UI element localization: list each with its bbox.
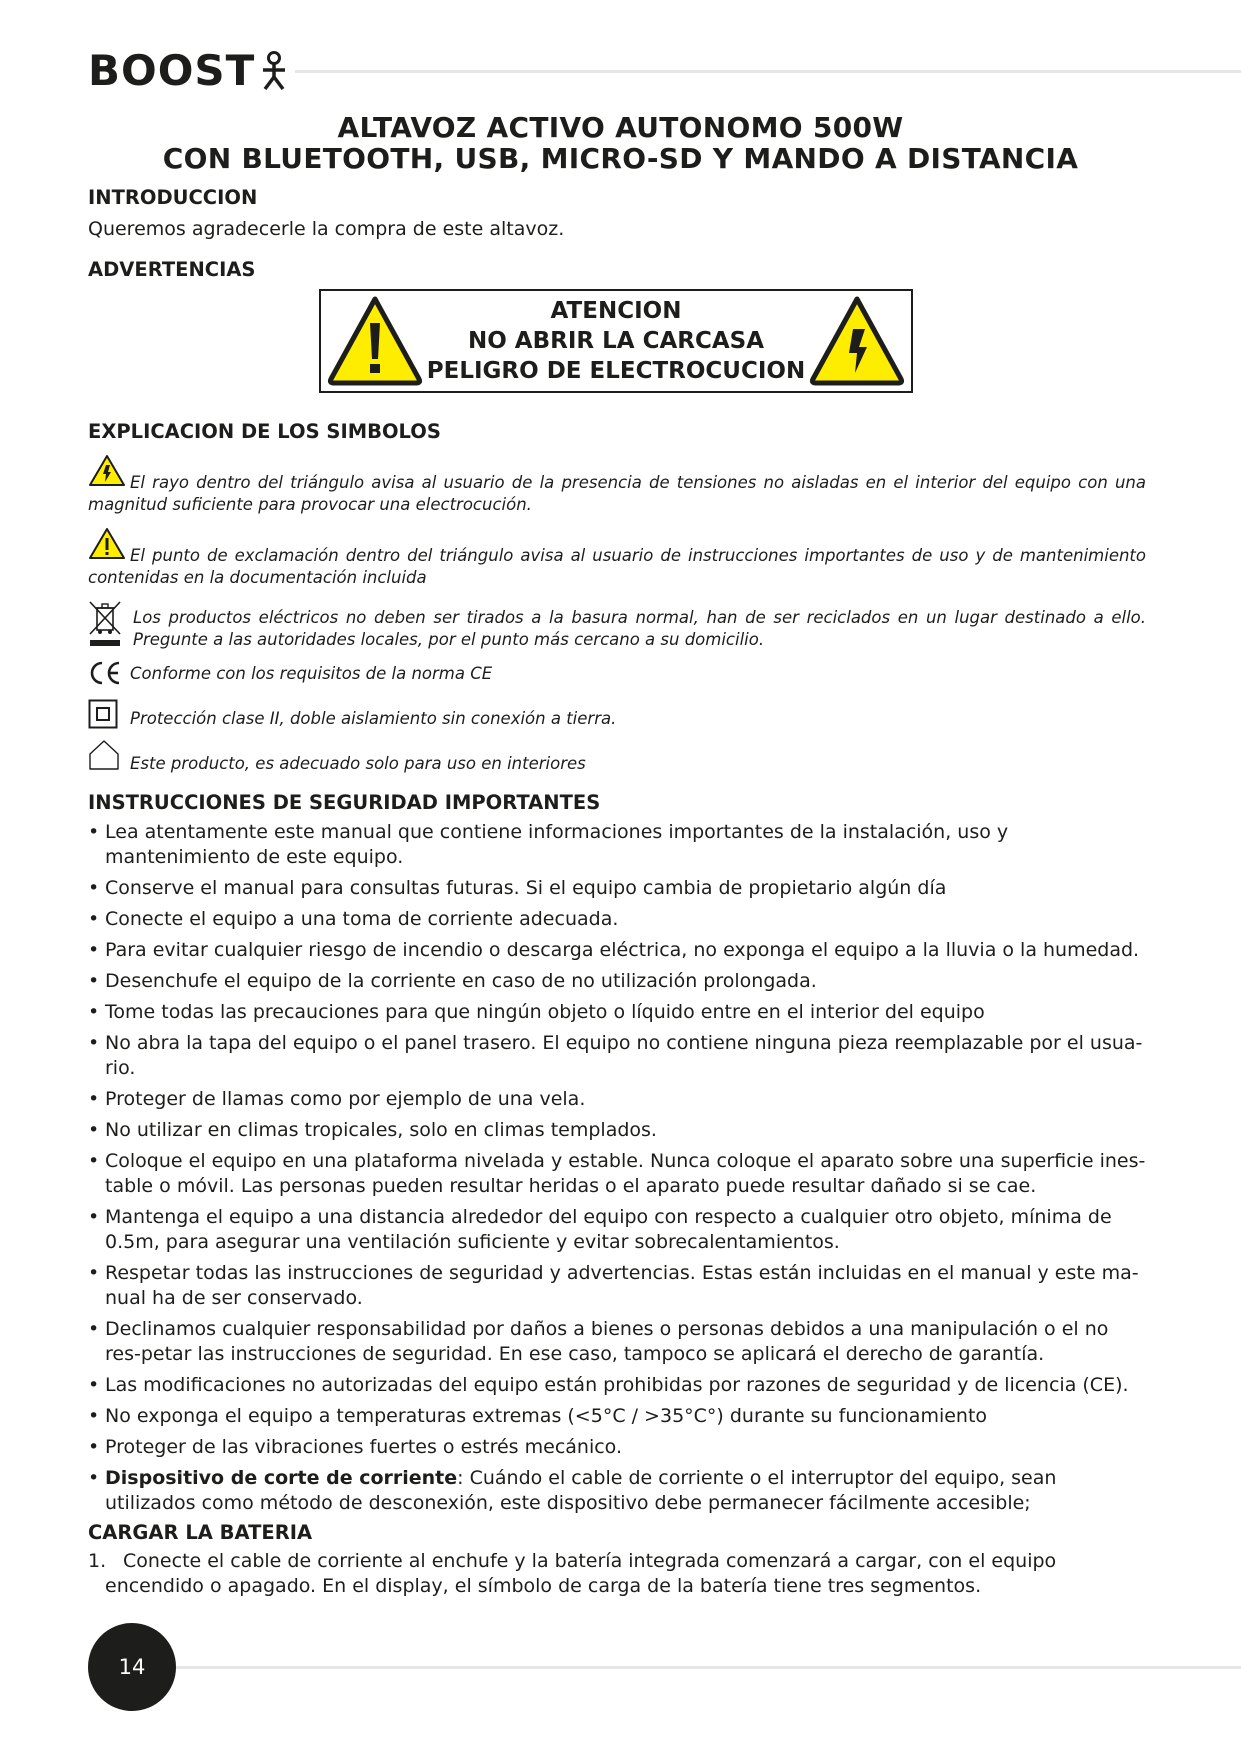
step-number: 1. <box>88 1550 107 1572</box>
safety-heading: INSTRUCCIONES DE SEGURIDAD IMPORTANTES <box>88 791 601 814</box>
list-item: • Coloque el equipo en una plataforma nivelada y estable. Nunca coloque el aparato sobre una superficie ines-table o móvil. Las personas pueden resultar heridas o el aparato puede resultar dañado si se cae. <box>88 1149 1146 1199</box>
list-item: • Lea atentamente este manual que contiene informaciones importantes de la instalación, uso y mantenimiento de este equipo. <box>88 820 1146 870</box>
intro-heading: INTRODUCCION <box>88 186 258 209</box>
list-item: • Para evitar cualquier riesgo de incendio o descarga eléctrica, no exponga el equipo a la lluvia o la humedad. <box>88 938 1146 963</box>
class-ii-icon <box>88 699 118 729</box>
exclamation-warning-icon <box>327 295 423 387</box>
symbol-text-exclamation: El punto de exclamación dentro del triángulo avisa al usuario de instrucciones importantes de uso y de mantenimiento contenidas en la documentación incluida <box>88 546 1146 587</box>
warning-text <box>421 296 811 386</box>
battery-steps <box>88 1549 1146 1599</box>
indoor-house-icon <box>88 739 120 771</box>
power-cutoff-label: Dispositivo de corte de corriente <box>105 1467 458 1489</box>
title-line-2: CON BLUETOOTH, USB, MICRO-SD Y MANDO A DISTANCIA <box>162 142 1079 175</box>
symbol-text-class-ii: Protección clase II, doble aislamiento sin conexión a tierra. <box>130 709 617 728</box>
brand-logo <box>88 46 287 95</box>
safety-list <box>88 820 1146 1522</box>
list-item: • No abra la tapa del equipo o el panel trasero. El equipo no contiene ninguna pieza reemplazable por el usua-rio. <box>88 1031 1146 1081</box>
title-line-1: ALTAVOZ ACTIVO AUTONOMO 500W <box>337 111 904 144</box>
warning-line-3: PELIGRO DE ELECTROCUCION <box>426 358 806 384</box>
brand-name: BOOST <box>88 46 256 95</box>
list-item: • Declinamos cualquier responsabilidad por daños a bienes o personas debidos a una manipulación o el no res-petar las instrucciones de seguridad. En ese caso, tampoco se aplicará el derecho de garantía. <box>88 1317 1146 1367</box>
list-item: • Conserve el manual para consultas futuras. Si el equipo cambia de propietario algún día <box>88 876 1146 901</box>
weee-bin-icon <box>88 600 122 648</box>
step-text: Conecte el cable de corriente al enchufe y la batería integrada comenzará a cargar, con el equipo encendido o apagado. En el display, el símbolo de carga de la batería tiene tres segmentos. <box>105 1550 1057 1597</box>
symbol-text-indoor: Este producto, es adecuado solo para uso en interiores <box>130 754 586 773</box>
battery-heading: CARGAR LA BATERIA <box>88 1521 313 1544</box>
list-item <box>88 1549 1146 1599</box>
ce-mark-icon <box>88 660 122 686</box>
intro-text: Queremos agradecerle la compra de este altavoz. <box>88 218 565 240</box>
symbol-text-ce: Conforme con los requisitos de la norma CE <box>130 664 493 683</box>
list-item: • Desenchufe el equipo de la corriente en caso de no utilización prolongada. <box>88 969 1146 994</box>
figure-logo-icon <box>261 51 287 91</box>
symbols-heading: EXPLICACION DE LOS SIMBOLOS <box>88 420 441 443</box>
symbol-text-weee: Los productos eléctricos no deben ser tirados a la basura normal, han de ser reciclados en un lugar destinado a ello. Pregunte a las autoridades locales, por el punto más cercano a su domicilio. <box>133 608 1146 649</box>
footer-divider <box>176 1666 1241 1669</box>
list-item: • No utilizar en climas tropicales, solo en climas templados. <box>88 1118 1146 1143</box>
warning-line-2: NO ABRIR LA CARCASA <box>467 328 765 354</box>
list-item: • Mantenga el equipo a una distancia alrededor del equipo con respecto a cualquier otro objeto, mínima de 0.5m, para asegurar una ventilación suficiente y evitar sobrecalentamientos. <box>88 1205 1146 1255</box>
list-item: • Conecte el equipo a una toma de corriente adecuada. <box>88 907 1146 932</box>
list-item: • Tome todas las precauciones para que ningún objeto o líquido entre en el interior del equipo <box>88 1000 1146 1025</box>
warnings-heading: ADVERTENCIAS <box>88 258 256 281</box>
list-item: • No exponga el equipo a temperaturas extremas (<5°C / >35°C°) durante su funcionamiento <box>88 1404 1146 1429</box>
document-title <box>0 112 1241 174</box>
list-item: • Respetar todas las instrucciones de seguridad y advertencias. Estas están incluidas en el manual y este ma-nual ha de ser conservado. <box>88 1261 1146 1311</box>
header-divider <box>295 70 1241 73</box>
list-item: • Las modificaciones no autorizadas del equipo están prohibidas por razones de seguridad y de licencia (CE). <box>88 1373 1146 1398</box>
list-item-power-cutoff <box>88 1466 1146 1516</box>
power-cutoff-text: : Cuándo el cable de corriente o el interruptor del equipo, sean utilizados como método de desconexión, este dispositivo debe permanecer fácilmente accesible; <box>105 1467 1057 1514</box>
list-item: • Proteger de llamas como por ejemplo de una vela. <box>88 1087 1146 1112</box>
warning-line-1: ATENCION <box>550 298 682 324</box>
page-number: 14 <box>88 1623 176 1711</box>
warning-box <box>319 289 913 393</box>
list-item: • Proteger de las vibraciones fuertes o estrés mecánico. <box>88 1435 1146 1460</box>
symbol-text-lightning: El rayo dentro del triángulo avisa al usuario de la presencia de tensiones no aisladas en el interior del equipo con una magnitud suficiente para provocar una electrocución. <box>88 473 1146 514</box>
lightning-warning-icon <box>809 295 905 387</box>
